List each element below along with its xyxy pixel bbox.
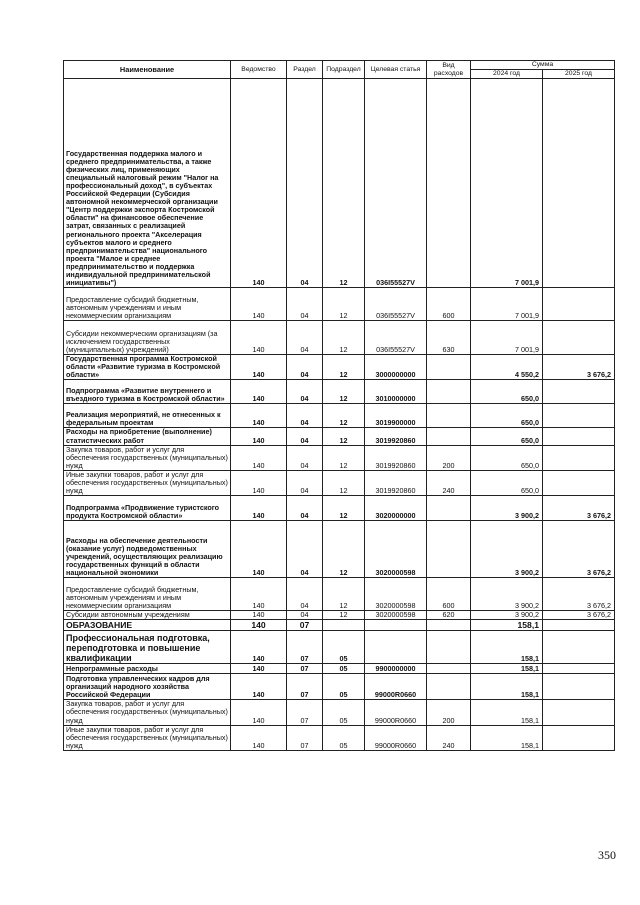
cell-dept: 140 [231, 355, 287, 380]
cell-section: 04 [287, 428, 323, 445]
table-body [64, 79, 615, 751]
cell-y2025: 3 676,2 [543, 578, 615, 611]
cell-y2024: 158,1 [471, 725, 543, 750]
cell-subsection: 12 [323, 288, 365, 321]
cell-subsection: 12 [323, 428, 365, 445]
cell-section: 07 [287, 674, 323, 700]
cell-exp: 600 [427, 578, 471, 611]
cell-section: 07 [287, 664, 323, 674]
cell-target: 036I55527V [365, 321, 427, 355]
cell-y2025 [543, 380, 615, 404]
cell-y2025 [543, 445, 615, 470]
cell-target: 99000R0660 [365, 700, 427, 725]
cell-y2024: 7 001,9 [471, 288, 543, 321]
cell-subsection: 12 [323, 496, 365, 521]
cell-dept: 140 [231, 428, 287, 445]
cell-target: 036I55527V [365, 288, 427, 321]
cell-subsection: 12 [323, 321, 365, 355]
cell-y2025 [543, 700, 615, 725]
cell-exp [427, 664, 471, 674]
cell-target: 3019920860 [365, 428, 427, 445]
cell-section: 04 [287, 521, 323, 578]
table-row [64, 664, 615, 674]
cell-section: 04 [287, 79, 323, 288]
cell-section: 07 [287, 700, 323, 725]
cell-dept: 140 [231, 700, 287, 725]
table-row [64, 631, 615, 664]
table-row [64, 700, 615, 725]
cell-target [365, 620, 427, 631]
table-row [64, 496, 615, 521]
header-name: Наименование [64, 61, 231, 79]
cell-name: Подпрограмма «Продвижение туристского продукта Костромской области» [64, 496, 231, 521]
cell-subsection: 12 [323, 380, 365, 404]
cell-y2024: 158,1 [471, 674, 543, 700]
cell-target: 3020000000 [365, 496, 427, 521]
cell-section: 04 [287, 288, 323, 321]
cell-exp [427, 674, 471, 700]
cell-subsection: 12 [323, 404, 365, 428]
cell-exp: 630 [427, 321, 471, 355]
cell-y2024: 4 550,2 [471, 355, 543, 380]
cell-y2024: 158,1 [471, 700, 543, 725]
cell-y2025 [543, 470, 615, 495]
cell-name: ОБРАЗОВАНИЕ [64, 620, 231, 631]
cell-y2025 [543, 674, 615, 700]
cell-subsection: 05 [323, 664, 365, 674]
cell-subsection: 12 [323, 355, 365, 380]
header-exp-type: Вид расходов [427, 61, 471, 79]
page-number: 350 [598, 848, 616, 862]
cell-section: 04 [287, 380, 323, 404]
cell-target: 3019920860 [365, 445, 427, 470]
table-row [64, 79, 615, 288]
cell-target: 036I55527V [365, 79, 427, 288]
cell-name: Закупка товаров, работ и услуг для обеспечения государственных (муниципальных) нужд [64, 700, 231, 725]
cell-target [365, 631, 427, 664]
budget-table [63, 60, 615, 751]
header-target: Целевая статья [365, 61, 427, 79]
cell-name: Предоставление субсидий бюджетным, автономным учреждениям и иным некоммерческим организациям [64, 578, 231, 611]
cell-subsection: 05 [323, 725, 365, 750]
cell-name: Субсидии некоммерческим организациям (за исключением государственных (муниципальных) учреждений) [64, 321, 231, 355]
cell-dept: 140 [231, 631, 287, 664]
header-2024: 2024 год [471, 70, 543, 79]
cell-y2024: 650,0 [471, 470, 543, 495]
header-section: Раздел [287, 61, 323, 79]
cell-y2025: 3 676,2 [543, 521, 615, 578]
cell-subsection: 12 [323, 611, 365, 620]
cell-y2025 [543, 79, 615, 288]
cell-name: Расходы на приобретение (выполнение) статистических работ [64, 428, 231, 445]
cell-section: 04 [287, 355, 323, 380]
cell-y2025 [543, 288, 615, 321]
cell-name: Государственная поддержка малого и среднего предпринимательства, а также физических лиц, применяющих специальный налоговый режим "Налог на профессиональный доход", в субъектах Российской Федерации (Субсидия автономной некоммерческой организации "Центр поддержки экспорта Костромской области" на финансовое обеспечение затрат, связанных с реализацией регионального проекта "Акселерация субъектов малого и среднего предпринимательства" национального проекта "Малое и среднее предпринимательство и поддержка индивидуальной предпринимательской инициативы") [64, 79, 231, 288]
cell-y2024: 650,0 [471, 428, 543, 445]
cell-exp: 240 [427, 470, 471, 495]
cell-y2025 [543, 428, 615, 445]
cell-y2025 [543, 620, 615, 631]
cell-target: 3019900000 [365, 404, 427, 428]
table-row [64, 611, 615, 620]
cell-section: 07 [287, 620, 323, 631]
cell-dept: 140 [231, 674, 287, 700]
header-2025: 2025 год [543, 70, 615, 79]
cell-subsection: 05 [323, 700, 365, 725]
cell-y2025 [543, 321, 615, 355]
cell-dept: 140 [231, 611, 287, 620]
cell-dept: 140 [231, 521, 287, 578]
cell-y2025: 3 676,2 [543, 355, 615, 380]
table-row [64, 578, 615, 611]
cell-dept: 140 [231, 321, 287, 355]
cell-y2024: 650,0 [471, 380, 543, 404]
cell-section: 04 [287, 470, 323, 495]
table-row [64, 445, 615, 470]
cell-exp [427, 428, 471, 445]
header-subsection: Подраздел [323, 61, 365, 79]
cell-target: 3010000000 [365, 380, 427, 404]
cell-dept: 140 [231, 725, 287, 750]
cell-exp [427, 521, 471, 578]
cell-y2024: 3 900,2 [471, 578, 543, 611]
cell-subsection: 12 [323, 79, 365, 288]
cell-name: Иные закупки товаров, работ и услуг для обеспечения государственных (муниципальных) нужд [64, 470, 231, 495]
cell-name: Расходы на обеспечение деятельности (оказание услуг) подведомственных учреждений, осуществляющих реализацию государственных функций в области национальной экономики [64, 521, 231, 578]
cell-dept: 140 [231, 445, 287, 470]
cell-target: 3019920860 [365, 470, 427, 495]
cell-name: Реализация мероприятий, не отнесенных к федеральным проектам [64, 404, 231, 428]
cell-dept: 140 [231, 404, 287, 428]
cell-exp: 600 [427, 288, 471, 321]
table-row [64, 674, 615, 700]
cell-name: Профессиональная подготовка, переподготовка и повышение квалификации [64, 631, 231, 664]
cell-exp [427, 355, 471, 380]
cell-y2024: 158,1 [471, 631, 543, 664]
table-row [64, 355, 615, 380]
table-row [64, 470, 615, 495]
cell-subsection: 05 [323, 631, 365, 664]
cell-y2024: 3 900,2 [471, 521, 543, 578]
cell-y2024: 3 900,2 [471, 611, 543, 620]
cell-exp: 240 [427, 725, 471, 750]
cell-dept: 140 [231, 288, 287, 321]
cell-subsection: 12 [323, 578, 365, 611]
cell-name: Предоставление субсидий бюджетным, автономным учреждениям и иным некоммерческим организациям [64, 288, 231, 321]
cell-target: 99000R0660 [365, 674, 427, 700]
cell-exp: 200 [427, 700, 471, 725]
cell-target: 99000R0660 [365, 725, 427, 750]
cell-name: Подпрограмма «Развитие внутреннего и въездного туризма в Костромской области» [64, 380, 231, 404]
cell-subsection: 12 [323, 470, 365, 495]
table-row [64, 380, 615, 404]
cell-exp [427, 380, 471, 404]
cell-target: 3000000000 [365, 355, 427, 380]
header-sum: Сумма [471, 61, 615, 70]
cell-target: 3020000598 [365, 578, 427, 611]
cell-subsection: 12 [323, 521, 365, 578]
cell-y2025 [543, 664, 615, 674]
cell-y2024: 7 001,9 [471, 79, 543, 288]
cell-name: Подготовка управленческих кадров для организаций народного хозяйства Российской Федерации [64, 674, 231, 700]
cell-section: 04 [287, 496, 323, 521]
cell-dept: 140 [231, 620, 287, 631]
table-row [64, 288, 615, 321]
cell-exp [427, 631, 471, 664]
cell-dept: 140 [231, 664, 287, 674]
cell-subsection: 05 [323, 674, 365, 700]
cell-name: Государственная программа Костромской области «Развитие туризма в Костромской области» [64, 355, 231, 380]
cell-dept: 140 [231, 578, 287, 611]
cell-y2024: 3 900,2 [471, 496, 543, 521]
cell-exp [427, 404, 471, 428]
header-dept: Ведомство [231, 61, 287, 79]
cell-dept: 140 [231, 496, 287, 521]
cell-section: 07 [287, 725, 323, 750]
cell-target: 3020000598 [365, 611, 427, 620]
table-row [64, 404, 615, 428]
cell-y2024: 650,0 [471, 404, 543, 428]
cell-exp: 620 [427, 611, 471, 620]
cell-section: 07 [287, 631, 323, 664]
cell-y2024: 158,1 [471, 620, 543, 631]
cell-name: Закупка товаров, работ и услуг для обеспечения государственных (муниципальных) нужд [64, 445, 231, 470]
table-row [64, 428, 615, 445]
cell-y2025: 3 676,2 [543, 496, 615, 521]
table-row [64, 521, 615, 578]
cell-y2025 [543, 725, 615, 750]
cell-exp: 200 [427, 445, 471, 470]
cell-y2024: 650,0 [471, 445, 543, 470]
cell-target: 9900000000 [365, 664, 427, 674]
cell-dept: 140 [231, 380, 287, 404]
cell-name: Непрограммные расходы [64, 664, 231, 674]
cell-section: 04 [287, 578, 323, 611]
cell-dept: 140 [231, 79, 287, 288]
cell-name: Субсидии автономным учреждениям [64, 611, 231, 620]
cell-section: 04 [287, 321, 323, 355]
cell-exp [427, 496, 471, 521]
table-row [64, 620, 615, 631]
cell-dept: 140 [231, 470, 287, 495]
cell-section: 04 [287, 445, 323, 470]
cell-name: Иные закупки товаров, работ и услуг для обеспечения государственных (муниципальных) нужд [64, 725, 231, 750]
table-row [64, 321, 615, 355]
cell-target: 3020000598 [365, 521, 427, 578]
cell-section: 04 [287, 404, 323, 428]
cell-section: 04 [287, 611, 323, 620]
cell-subsection [323, 620, 365, 631]
cell-y2025 [543, 631, 615, 664]
cell-y2024: 7 001,9 [471, 321, 543, 355]
table-row [64, 725, 615, 750]
cell-y2025: 3 676,2 [543, 611, 615, 620]
cell-exp [427, 79, 471, 288]
cell-y2025 [543, 404, 615, 428]
cell-y2024: 158,1 [471, 664, 543, 674]
cell-subsection: 12 [323, 445, 365, 470]
cell-exp [427, 620, 471, 631]
